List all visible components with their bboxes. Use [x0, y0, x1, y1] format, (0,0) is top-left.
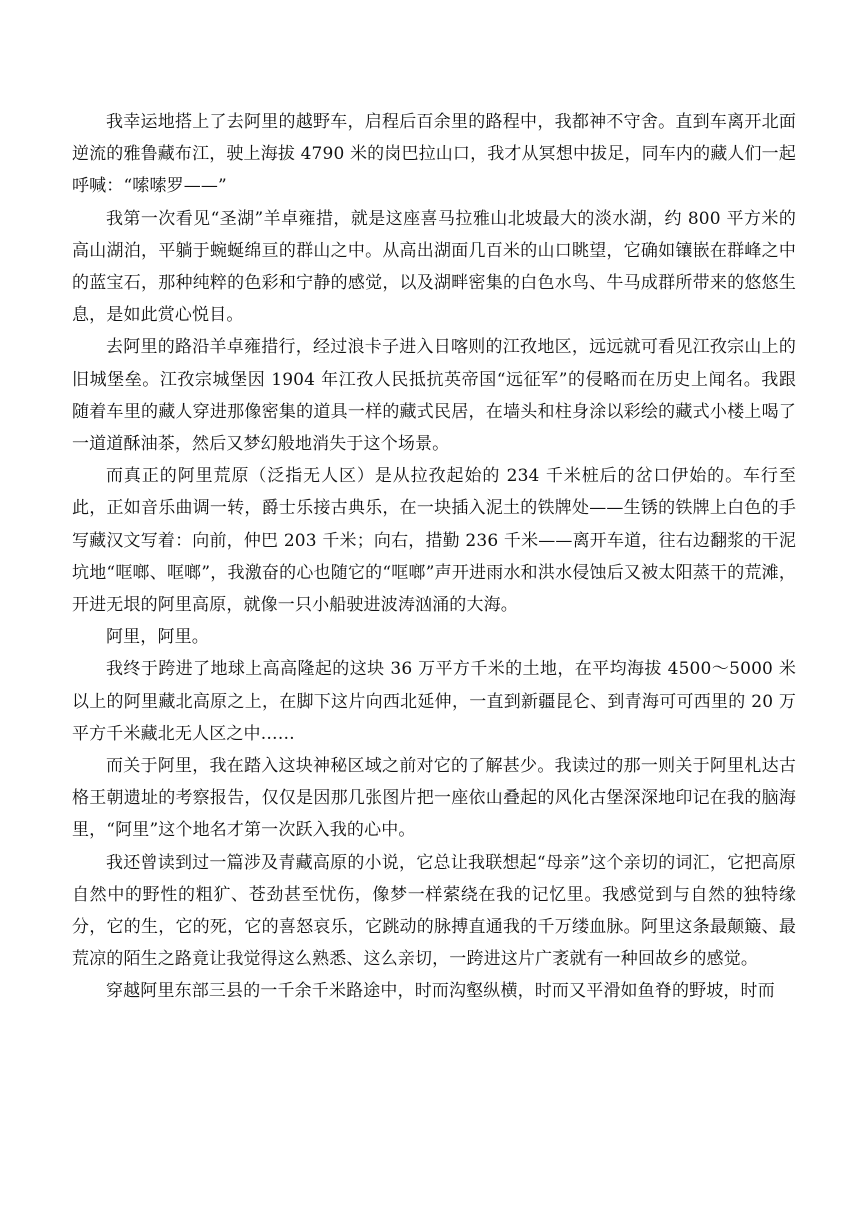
paragraph-5: 阿里，阿里。 — [106, 627, 209, 648]
paragraph-7: 而关于阿里，我在踏入这块神秘区域之前对它的了解甚少。我读过的那一则关于阿里札达古格王朝遗址的考察报告，仅仅是因那几张图片把一座依山叠起的风化古堡深深地印记在我的脑海里，“阿里”这个地名才第一次跃入我的心中。 — [72, 756, 796, 841]
article-body — [72, 106, 796, 1008]
paragraph-9: 穿越阿里东部三县的一千余千米路途中，时而沟壑纵横，时而又平滑如鱼脊的野坡，时而 — [106, 981, 775, 1002]
paragraph-1: 我幸运地搭上了去阿里的越野车，启程后百余里的路程中，我都神不守舍。直到车离开北面逆流的雅鲁藏布江，驶上海拔 4790 米的岗巴拉山口，我才从冥想中拔足，同车内的藏人们一起呼喊：“嗦嗦罗——” — [72, 112, 796, 197]
paragraph-3: 去阿里的路沿羊卓雍措行，经过浪卡子进入日喀则的江孜地区，远远就可看见江孜宗山上的旧城堡垒。江孜宗城堡因 1904 年江孜人民抵抗英帝国“远征军”的侵略而在历史上闻名。我跟随着车里的藏人穿进那像密集的道具一样的藏式民居，在墙头和柱身涂以彩绘的藏式小楼上喝了一道道酥油茶，然后又梦幻般地消失于这个场景。 — [72, 337, 796, 455]
paragraph-8: 我还曾读到过一篇涉及青藏高原的小说，它总让我联想起“母亲”这个亲切的词汇，它把高原自然中的野性的粗犷、苍劲甚至忧伤，像梦一样萦绕在我的记忆里。我感觉到与自然的独特缘分，它的生，它的死，它的喜怒哀乐，它跳动的脉搏直通我的千万缕血脉。阿里这条最颠簸、最荒凉的陌生之路竟让我觉得这么熟悉、这么亲切，一跨进这片广袤就有一种回故乡的感觉。 — [72, 852, 796, 970]
paragraph-4: 而真正的阿里荒原（泛指无人区）是从拉孜起始的 234 千米桩后的岔口伊始的。车行至此，正如音乐曲调一转，爵士乐接古典乐，在一块插入泥土的铁牌处——生锈的铁牌上白色的手写藏汉文写着：向前，仲巴 203 千米；向右，措勤 236 千米——离开车道，往右边翻浆的干泥坑地“哐啷、哐啷”，我激奋的心也随它的“哐啷”声开进雨水和洪水侵蚀后又被太阳蒸干的荒滩，开进无垠的阿里高原，就像一只小船驶进波涛汹涌的大海。 — [72, 466, 796, 616]
paragraph-2: 我第一次看见“圣湖”羊卓雍措，就是这座喜马拉雅山北坡最大的淡水湖，约 800 平方米的高山湖泊，平躺于蜿蜒绵亘的群山之中。从高出湖面几百米的山口眺望，它确如镶嵌在群峰之中的蓝宝石，那种纯粹的色彩和宁静的感觉，以及湖畔密集的白色水鸟、牛马成群所带来的悠悠生息，是如此赏心悦目。 — [72, 208, 796, 326]
paragraph-6: 我终于跨进了地球上高高隆起的这块 36 万平方千米的土地，在平均海拔 4500～5000 米以上的阿里藏北高原之上，在脚下这片向西北延伸，一直到新疆昆仑、到青海可可西里的 20 万平方千米藏北无人区之中…… — [72, 659, 796, 744]
